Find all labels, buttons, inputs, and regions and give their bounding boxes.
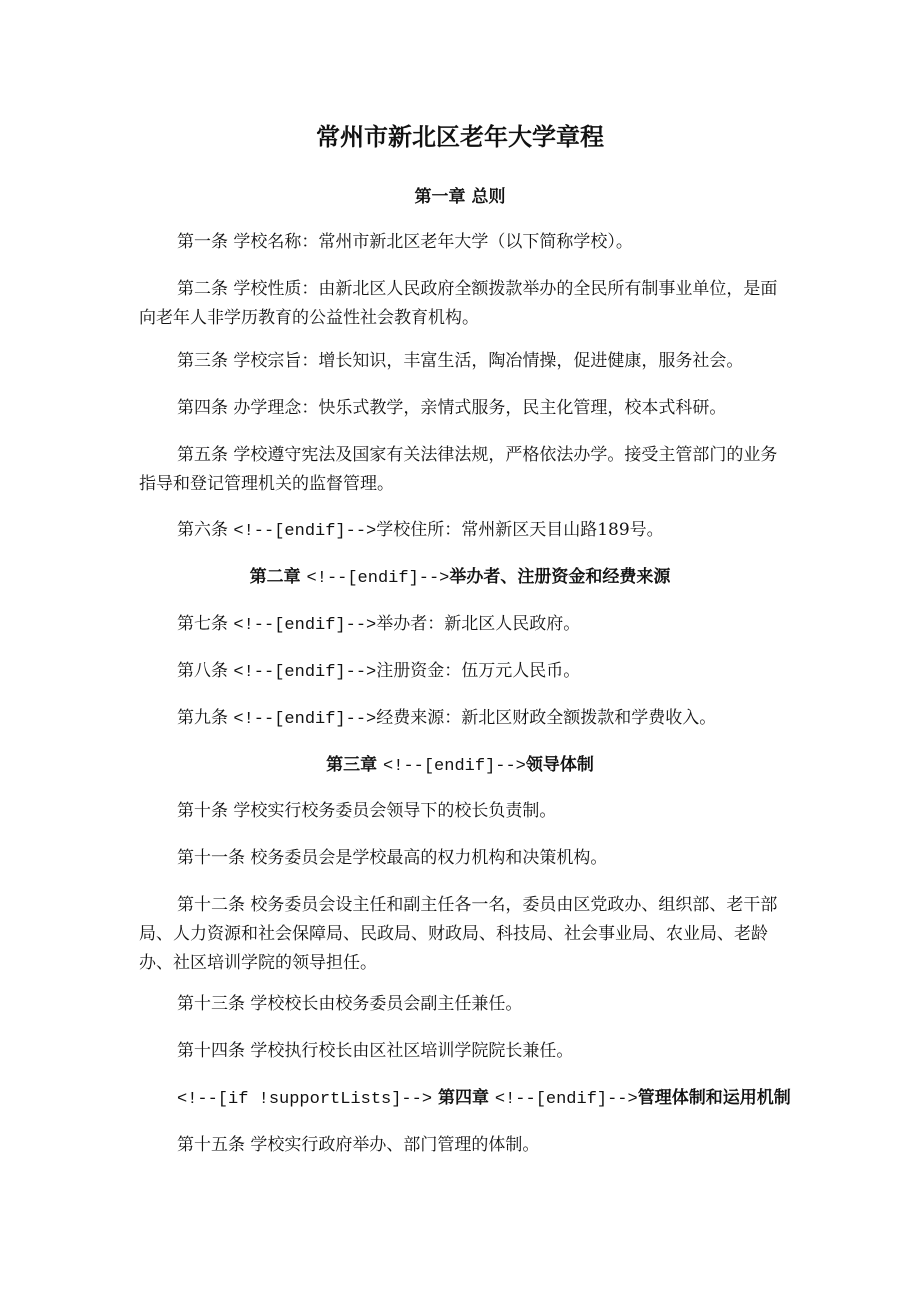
article-7 — [177, 612, 817, 638]
article-9-text: 经费来源：新北区财政全额拨款和学费收入。 — [376, 708, 717, 728]
chapter-3-heading — [0, 753, 920, 779]
article-9 — [177, 706, 817, 732]
article-8-prefix: 第八条 — [177, 661, 234, 681]
article-2: 第二条 学校性质：由新北区人民政府全额拨款举办的全民所有制事业单位，是面向老年人非学历教育的公益性社会教育机构。 — [139, 279, 778, 328]
article-6 — [177, 518, 817, 544]
article-9-tag: <!--[endif]--> — [233, 710, 377, 729]
chapter-4-text: 管理体制和运用机制 — [637, 1088, 791, 1108]
chapter-4-prefix: 第四章 — [432, 1088, 495, 1108]
chapter-3-prefix: 第三章 — [326, 755, 384, 775]
chapter-4-tag-endif: <!--[endif]--> — [494, 1090, 638, 1109]
chapter-4-heading — [177, 1086, 817, 1112]
article-14: 第十四条 学校执行校长由区社区培训学院院长兼任。 — [177, 1041, 574, 1061]
article-15: 第十五条 学校实行政府举办、部门管理的体制。 — [177, 1135, 540, 1155]
article-9-prefix: 第九条 — [177, 708, 234, 728]
article-7-text: 举办者：新北区人民政府。 — [376, 614, 581, 634]
chapter-1-heading: 第一章 总则 — [414, 187, 506, 207]
article-6-prefix: 第六条 — [177, 520, 234, 540]
article-12: 第十二条 校务委员会设主任和副主任各一名，委员由区党政办、组织部、老干部局、人力资源和社会保障局、民政局、财政局、科技局、社会事业局、农业局、老龄办、社区培训学院的领导担任。 — [139, 895, 778, 973]
chapter-2-prefix: 第二章 — [249, 567, 307, 587]
article-8-tag: <!--[endif]--> — [233, 663, 377, 682]
article-13: 第十三条 学校校长由校务委员会副主任兼任。 — [177, 994, 523, 1014]
article-10: 第十条 学校实行校务委员会领导下的校长负责制。 — [177, 801, 557, 821]
chapter-2-heading — [0, 565, 920, 591]
article-6-tag: <!--[endif]--> — [233, 522, 377, 541]
article-5: 第五条 学校遵守宪法及国家有关法律法规，严格依法办学。接受主管部门的业务指导和登记管理机关的监督管理。 — [139, 445, 778, 494]
article-8 — [177, 659, 817, 685]
chapter-3-tag: <!--[endif]--> — [383, 757, 526, 776]
article-7-tag: <!--[endif]--> — [233, 616, 377, 635]
article-4: 第四条 办学理念：快乐式教学，亲情式服务，民主化管理，校本式科研。 — [177, 398, 727, 418]
chapter-2-tag: <!--[endif]--> — [306, 569, 450, 588]
article-1: 第一条 学校名称：常州市新北区老年大学（以下简称学校）。 — [177, 232, 633, 252]
chapter-4-tag-if: <!--[if !supportLists]--> — [177, 1090, 433, 1109]
chapter-3-text: 领导体制 — [525, 755, 594, 775]
document-title: 常州市新北区老年大学章程 — [316, 122, 604, 151]
article-7-prefix: 第七条 — [177, 614, 234, 634]
chapter-2-text: 举办者、注册资金和经费来源 — [449, 567, 671, 587]
article-6-text: 学校住所：常州新区天目山路189号。 — [376, 520, 664, 540]
article-8-text: 注册资金：伍万元人民币。 — [376, 661, 581, 681]
article-11: 第十一条 校务委员会是学校最高的权力机构和决策机构。 — [177, 848, 608, 868]
article-3: 第三条 学校宗旨：增长知识，丰富生活，陶冶情操，促进健康，服务社会。 — [177, 351, 744, 371]
